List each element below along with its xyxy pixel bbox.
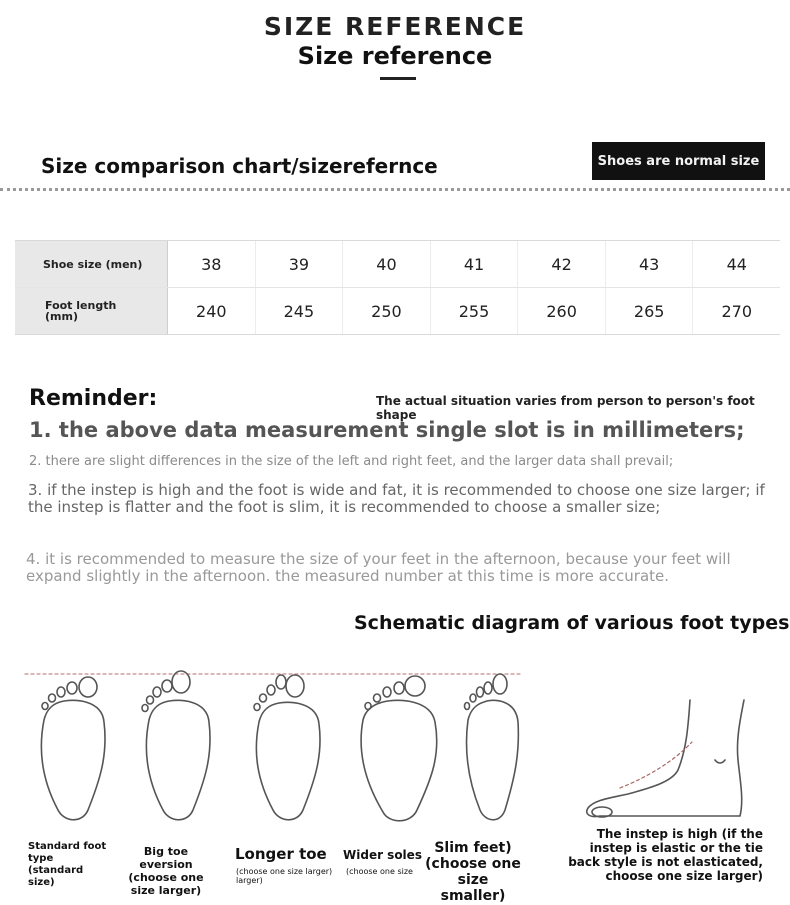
caption-big-toe-eversion: Big toe eversion (choose one size larger) [128, 845, 204, 897]
reminder-heading: Reminder: [29, 386, 158, 411]
cell-size: 39 [256, 241, 344, 287]
dotted-divider [0, 188, 790, 191]
cell-size: 43 [606, 241, 694, 287]
foot-length-label: Foot length [45, 299, 117, 312]
diagram-title: Schematic diagram of various foot types [354, 612, 790, 634]
title-upper: SIZE REFERENCE [263, 12, 527, 41]
cell-length: 270 [721, 301, 753, 321]
table-row-shoe-size [15, 241, 780, 287]
title-underline [380, 77, 416, 80]
wider-soles-foot-icon [361, 676, 437, 821]
table-row-foot-length [15, 287, 780, 334]
slim-foot-icon [465, 674, 519, 820]
reminder-note: The actual situation varies from person to person's foot shape [376, 394, 755, 422]
caption-wider-soles-note: (choose one size [346, 867, 413, 876]
comparison-title: Size comparison chart/sizerefernce [41, 154, 438, 178]
standard-foot-icon [41, 677, 105, 820]
normal-size-badge: Shoes are normal size [592, 142, 765, 180]
cell-size: 41 [431, 241, 519, 287]
cell-size: 40 [343, 241, 431, 287]
caption-longer-toe-title: Longer toe [235, 845, 327, 863]
size-table [15, 240, 780, 335]
foot-length-unit: (mm) [45, 310, 78, 323]
foot-types-illustration [20, 660, 780, 840]
reminder-item-4: 4. it is recommended to measure the size of your feet in the afternoon, because your feet will expand slightly in the afternoon. the measured number at this time is more accurate. [26, 550, 731, 585]
cell-length: 265 [606, 288, 694, 334]
cell-length: 255 [431, 288, 519, 334]
cell-length: 240 [168, 288, 256, 334]
cell-length: 260 [518, 288, 606, 334]
caption-standard-foot: Standard foot type (standard size) [28, 841, 107, 888]
caption-wider-soles-title: Wider soles [343, 848, 422, 862]
cell-size: 44 [726, 254, 747, 274]
high-instep-side-foot-icon [587, 700, 744, 817]
cell-size: 38 [168, 241, 256, 287]
caption-high-instep: The instep is high (if the instep is elastic or the tie back style is not elasticated, choose one size larger) [568, 827, 763, 883]
cell-length: 250 [343, 288, 431, 334]
reminder-item-3: 3. if the instep is high and the foot is wide and fat, it is recommended to choose one size larger; if the instep is flatter and the foot is slim, it is recommended to choose a smaller size; [28, 481, 765, 516]
caption-longer-toe-note: (choose one size larger) larger) [236, 867, 333, 885]
row-header-foot-length [15, 288, 168, 334]
title-lower: Size reference [297, 42, 493, 70]
cell-length: 245 [256, 288, 344, 334]
reminder-item-1: 1. the above data measurement single slot is in millimeters; [29, 418, 745, 442]
longer-toe-foot-icon [254, 675, 320, 820]
caption-slim-feet: Slim feet) (choose one size smaller) [425, 840, 521, 904]
cell-size: 42 [518, 241, 606, 287]
reminder-item-2: 2. there are slight differences in the size of the left and right feet, and the larger data shall prevail; [29, 454, 674, 469]
row-header-shoe-size: Shoe size (men) [15, 241, 168, 287]
big-toe-eversion-foot-icon [142, 671, 210, 820]
